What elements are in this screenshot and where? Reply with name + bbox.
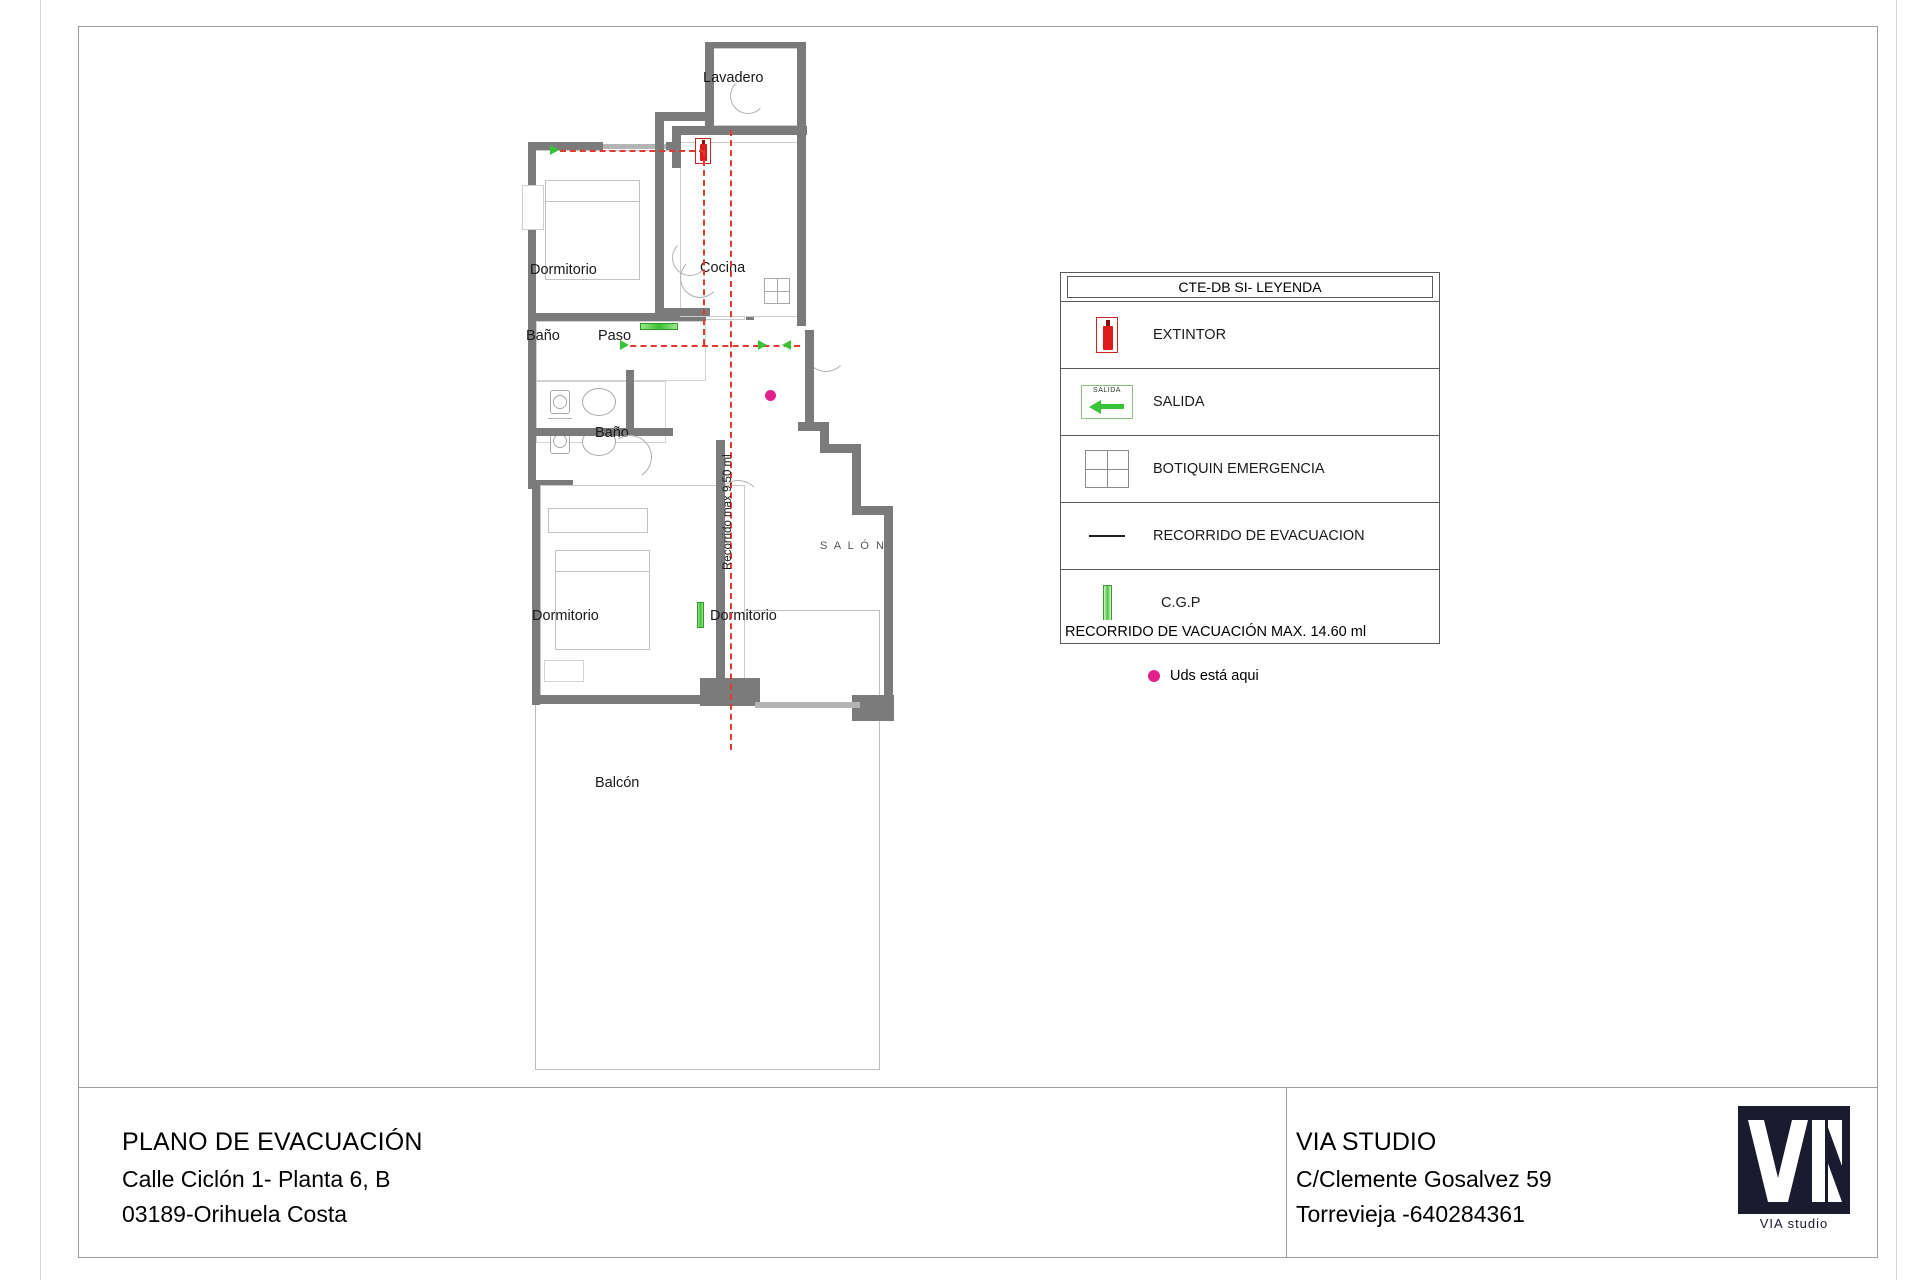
closet-bedroom-2 [548,508,648,533]
legend-label-botiquin: BOTIQUIN EMERGENCIA [1153,461,1325,477]
wall-living-step-4 [852,444,861,514]
cgp-icon-living [697,602,704,628]
room-label-balcon: Balcón [595,775,640,791]
room-label-bano-2: Baño [595,425,629,441]
fire-extinguisher-icon [1096,317,1118,353]
door-arc-bedroom-1 [680,258,720,298]
titleblock-right [1296,1124,1552,1233]
legend-icon-botiquin-cell [1061,436,1153,502]
door-arc-laundry [730,78,766,114]
room-label-dormitorio-1: Dormitorio [530,262,597,278]
wall-kitchen-left-lower [655,195,664,315]
evacuation-route-vertical [730,130,732,750]
studio-city-phone: Torrevieja -640284361 [1296,1201,1525,1228]
room-label-bano-1: Baño [526,328,560,344]
wall-bedroom-2-left [532,480,540,705]
first-aid-kit-icon-hline [764,291,790,292]
sink-bowl-1 [553,395,567,409]
legend-icon-recorrido-cell [1061,503,1153,569]
evacuation-arrow-4 [782,340,791,350]
studio-address: C/Clemente Gosalvez 59 [1296,1165,1552,1192]
room-label-paso: Paso [598,328,632,344]
bathroom-divider [548,418,572,419]
evacuation-route-horizontal-mid [620,345,800,347]
exit-sign-icon [1081,385,1133,419]
nightstand-2 [544,660,584,682]
plan-title: PLANO DE EVACUACIÓN [122,1128,423,1156]
room-label-dormitorio-3: Dormitorio [710,608,777,624]
you-are-here-dot-icon [1148,670,1160,682]
sink-bowl-2 [553,434,567,448]
titleblock-divider-vertical [1286,1087,1287,1258]
studio-name: VIA STUDIO [1296,1128,1437,1156]
legend-label-salida: SALIDA [1153,394,1205,410]
wall-living-right-a [805,330,814,430]
legend-item-extintor [1061,302,1439,369]
route-line-icon [1089,535,1125,537]
wall-kitchen-left-upper [672,126,681,168]
evacuation-arrow-3 [758,340,767,350]
wall-kitchen-right [797,126,806,326]
toilet-icon-1 [582,388,616,416]
wall-laundry-top [705,42,805,48]
logo-caption: VIA studio [1759,1216,1829,1231]
room-label-cocina: Cocina [700,260,746,276]
legend-label-recorrido: RECORRIDO DE EVACUACION [1153,528,1365,544]
legend-item-salida [1061,369,1439,436]
plan-address-line-2: 03189-Orihuela Costa [122,1201,348,1228]
wall-kitchen-bottom [655,308,710,316]
wall-hall-left [655,112,664,202]
room-label-salon: S A L Ó N [820,540,886,552]
legend-item-botiquin [1061,436,1439,503]
floor-plan [500,30,1140,1070]
legend-footer-note: RECORRIDO DE VACUACIÓN MAX. 14.60 ml [1060,620,1440,644]
nightstand-1 [522,185,544,230]
room-label-dormitorio-2: Dormitorio [532,608,599,624]
legend-title-row [1061,273,1439,302]
wall-top-left-a [528,142,603,150]
wall-bath-mid [626,370,634,430]
exit-sign-text: SALIDA [1093,387,1121,394]
legend-label-cgp: C.G.P [1161,595,1201,611]
cgp-icon-hall [640,323,678,330]
sheet-edge-line-left [40,0,41,1280]
legend-title: CTE-DB SI- LEYENDA [1067,276,1433,298]
evacuation-arrow-1 [550,145,559,155]
titleblock-left [122,1124,423,1233]
bed-headboard-2 [555,550,650,572]
cgp-icon [1103,585,1112,621]
first-aid-kit-icon [1085,450,1129,488]
titleblock-divider-horizontal [78,1087,1878,1088]
wall-living-right-b [884,506,893,706]
legend-icon-extintor-cell [1061,302,1153,368]
you-are-here-marker [765,390,776,401]
sheet-edge-line-right [1896,0,1897,1280]
wall-kitchen-top [672,126,807,135]
legend-icon-salida-cell [1061,369,1153,435]
room-label-lavadero: Lavadero [703,70,764,86]
legend-label-extintor: EXTINTOR [1153,327,1227,343]
bed-headboard-1 [545,180,640,202]
wall-living-bottom-right [852,695,894,721]
wall-bedroom-2-bottom [532,695,707,704]
legend-item-recorrido [1061,503,1439,570]
legend-panel [1060,272,1440,637]
window-living [755,702,860,708]
evacuation-route-horizontal-top [550,150,705,152]
you-are-here-legend [1148,668,1259,684]
studio-logo [1738,1106,1850,1238]
evacuation-route-vertical-2 [703,150,705,345]
plan-address-line-1: Calle Ciclón 1- Planta 6, B [122,1165,391,1192]
evacuation-arrow-2 [620,340,629,350]
logo-mark-icon [1738,1106,1850,1214]
you-are-here-label: Uds está aqui [1170,668,1259,684]
wall-laundry-right [797,42,806,134]
wall-left-lower [528,435,536,485]
route-length-label: Recorrido max 9.50 ml [722,454,734,570]
